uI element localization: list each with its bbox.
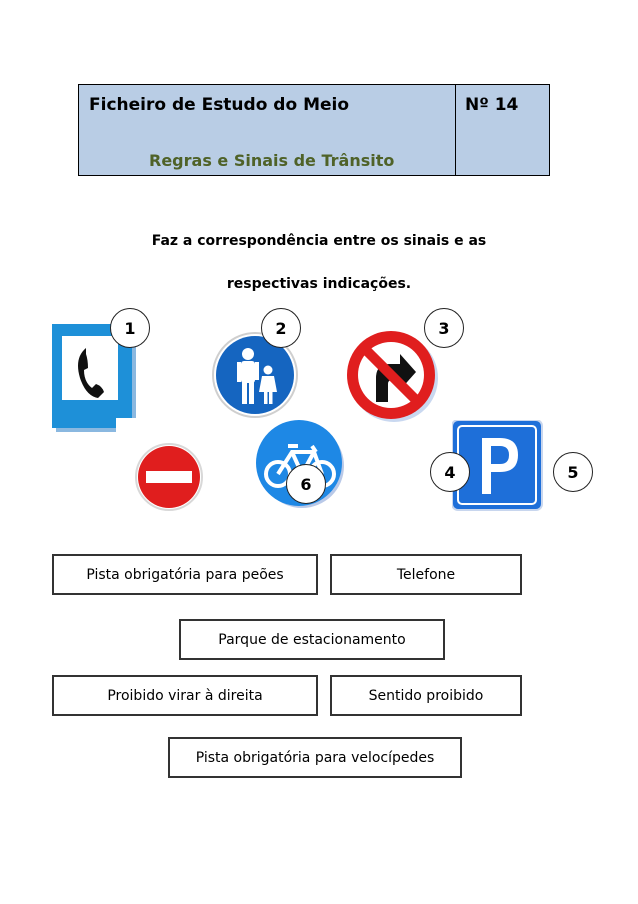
option-parking[interactable]: Parque de estacionamento <box>179 619 445 660</box>
header-table <box>78 84 550 176</box>
badge-5: 5 <box>553 452 593 492</box>
badge-6: 6 <box>286 464 326 504</box>
badge-1: 1 <box>110 308 150 348</box>
option-no-right-turn[interactable]: Proibido virar à direita <box>52 675 318 716</box>
no-right-turn-sign-icon <box>344 328 440 424</box>
option-bicycle-path[interactable]: Pista obrigatória para velocípedes <box>168 737 462 778</box>
badge-3: 3 <box>424 308 464 348</box>
option-telephone[interactable]: Telefone <box>330 554 522 595</box>
no-entry-sign-icon <box>134 442 204 512</box>
instruction-line-1: Faz a correspondência entre os sinais e as <box>151 233 487 249</box>
option-no-entry[interactable]: Sentido proibido <box>330 675 522 716</box>
badge-4: 4 <box>430 452 470 492</box>
header-divider <box>455 85 456 175</box>
header-title: Ficheiro de Estudo do Meio <box>89 95 350 115</box>
option-pedestrian-path[interactable]: Pista obrigatória para peões <box>52 554 318 595</box>
badge-2: 2 <box>261 308 301 348</box>
header-number: Nº 14 <box>465 95 519 115</box>
instruction-line-2: respectivas indicações. <box>226 276 412 292</box>
header-subtitle: Regras e Sinais de Trânsito <box>149 151 395 170</box>
